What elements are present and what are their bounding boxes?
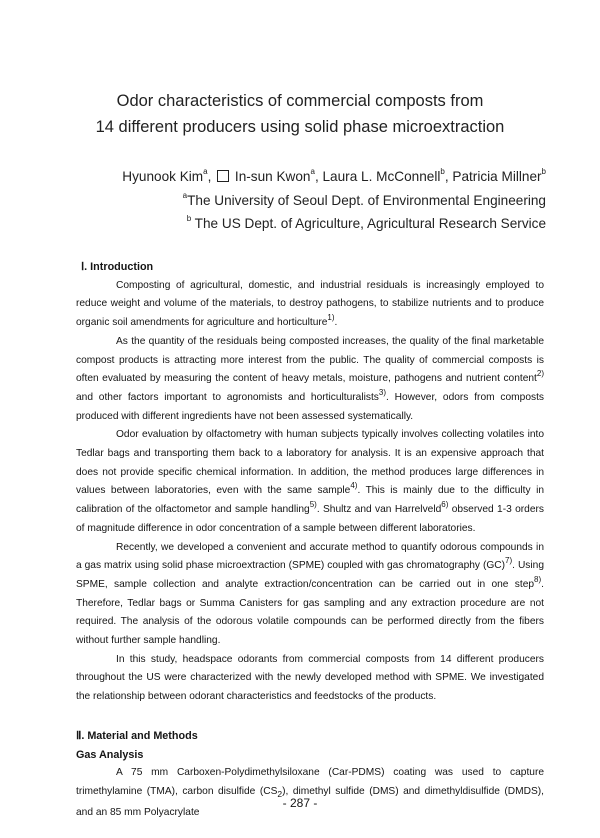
paper-title [0, 88, 600, 140]
author-name: In-sun Kwon [234, 169, 311, 184]
section-heading-methods: Ⅱ. Material and Methods [76, 729, 198, 742]
paragraph: A 75 mm Carboxen-Polydimethylsiloxane (Car-PDMS) coating was used to capture trimethylamine (TMA), carbon disulfide $(CS_2)$, dimethyl sulfide (DMS) and dimethyldisulfide (DMDS), and an 85 mm Polyacrylate [76, 767, 544, 818]
paragraph: In this study, headspace odorants from commercial composts from 14 different producers throughout the US were characterized with the newly developed method with SPME. We investigated the relationship between odorant characteristics and feedstocks of the products. [76, 653, 544, 703]
citation: 4) [350, 481, 358, 491]
author-affil-sup: b [541, 167, 546, 177]
citation: 5) [309, 499, 317, 509]
affiliation-sup: b [186, 214, 192, 224]
citation: 3) [378, 387, 386, 397]
section-heading-introduction: Ⅰ. Introduction [81, 261, 154, 273]
subscript: 2 [277, 789, 283, 800]
author-name: Hyunook Kim [122, 169, 204, 184]
affiliation-text: The US Dept. of Agriculture, Agricultural Research Service [194, 216, 546, 231]
citation: 7) [505, 555, 513, 565]
paper-body [76, 258, 544, 822]
author-affil-sup: a [310, 167, 315, 177]
citation: 2) [536, 368, 544, 378]
title-line-1: Odor characteristics of commercial composts from [116, 92, 484, 110]
author-list: Hyunook Kim$^a$, In-sun Kwon$^a$, Laura L. McConnell$^b$, Patricia Millner$^b$ [122, 167, 546, 184]
author-block [122, 165, 546, 236]
affiliation [122, 212, 546, 236]
paragraph: Odor evaluation by olfactometry with human subjects typically involves collecting volatiles into Tedlar bags and transporting them back to a laboratory for analysis. It is an expensive approach that does not provide specific chemical information. In addition, the method produces large differences in values between laboratories, even with the same sample$^{4)}$. This is mainly due to the difficulty in calibration of the olfactometor and sample handling$^{5)}$. Shultz and van Harrelveld$^{6)}$ observed 1-3 orders of magnitude difference in odor concentration of a sample between different laboratories. [76, 429, 544, 534]
author-affil-sup: b [440, 167, 445, 177]
box-symbol [217, 170, 229, 182]
citation: 8) [534, 574, 542, 584]
affiliation [122, 189, 546, 213]
page-number: - 287 - [282, 796, 318, 810]
author-name: Laura L. McConnell [322, 169, 441, 184]
affiliation-text: The University of Seoul Dept. of Environmental Engineering [187, 192, 546, 208]
author-name: Patricia Millner [452, 169, 542, 184]
paragraph: Composting of agricultural, domestic, and industrial residuals is increasingly employed to reduce weight and volume of the materials, to destroy pathogens, to stabilize nutrients and to produce organic soil amendments for agriculture and horticulture$^{1)}$. [76, 279, 544, 329]
title-line-2: 14 different producers using solid phase microextraction [95, 118, 505, 136]
citation: 6) [441, 499, 449, 509]
author-affil-sup: a [203, 167, 208, 177]
citation: 1) [327, 312, 335, 322]
affiliation-sup: a [182, 190, 188, 200]
paragraph: Recently, we developed a convenient and accurate method to quantify odorous compounds in a gas matrix using solid phase microextraction (SPME) coupled with gas chromatography (GC)$^{7)}$. Using SPME, sample collection and analyte extraction/concentration can be carried out in one step$^{8)}$. Therefore, Tedlar bags or Summa Canisters for gas sampling and any extraction procedure are not required. The analysis of the odorous volatile compounds can be performed directly from the fibers without further sample handling. [76, 541, 544, 647]
paragraph: As the quantity of the residuals being composted increases, the quality of the final marketable compost products is attracting more interest from the public. The quality of commercial composts is often evaluated by measuring the content of heavy metals, moisture, pathogens and nutrient content$^{2)}$ and other factors important to agronomists and horticulturalists$^{3)}$. However, odors from composts produced with different ingredients have not been assessed systematically. [76, 335, 544, 422]
subsection-heading-gas-analysis: Gas Analysis [76, 748, 144, 761]
